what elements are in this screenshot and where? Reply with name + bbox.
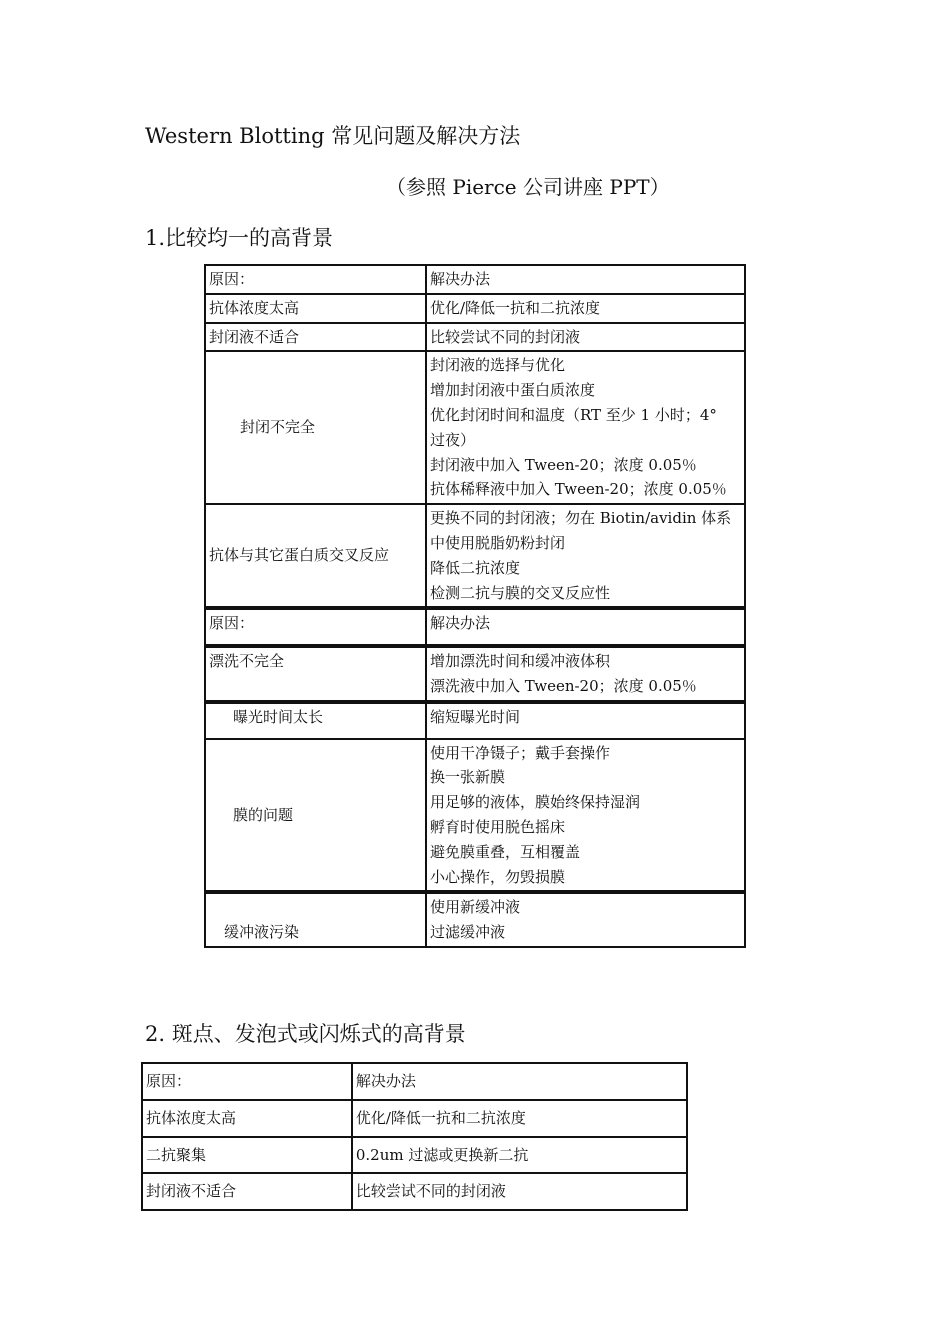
table-row xyxy=(205,608,745,646)
cause-cell: 原因： xyxy=(205,608,426,646)
table-row xyxy=(142,1173,687,1210)
solution-line: 抗体稀释液中加入 Tween-20；浓度 0.05％ xyxy=(429,480,727,499)
solution-line: 缩短曝光时间 xyxy=(429,707,520,726)
table-row xyxy=(205,265,745,294)
solution-line: 封闭液的选择与优化 xyxy=(429,356,565,375)
solution-cell xyxy=(426,892,745,947)
solution-line: 小心操作，勿毁损膜 xyxy=(429,867,565,886)
solution-line: 用足够的液体，膜始终保持湿润 xyxy=(429,793,640,812)
solution-line: 漂洗液中加入 Tween-20；浓度 0.05％ xyxy=(429,676,697,695)
solution-line: 更换不同的封闭液；勿在 Biotin/avidin 体系 xyxy=(429,509,732,528)
table-row xyxy=(205,504,745,608)
solution-line: 过滤缓冲液 xyxy=(429,923,505,942)
table-row xyxy=(205,351,745,504)
cause-cell: 抗体与其它蛋白质交叉反应 xyxy=(205,504,426,608)
cause-cell: 原因： xyxy=(205,265,426,294)
solution-line: 避免膜重叠，互相覆盖 xyxy=(429,842,580,861)
cause-cell: 二抗聚集 xyxy=(142,1137,352,1174)
cause-cell: 曝光时间太长 xyxy=(205,702,426,739)
section1-table xyxy=(204,264,746,948)
cause-cell: 缓冲液污染 xyxy=(205,892,426,947)
solution-cell xyxy=(426,504,745,608)
solution-line: 优化/降低一抗和二抗浓度 xyxy=(429,298,601,317)
solution-line: 检测二抗与膜的交叉反应性 xyxy=(429,583,610,602)
table-row xyxy=(205,739,745,893)
table-row xyxy=(205,702,745,739)
cause-cell: 漂洗不完全 xyxy=(205,646,426,702)
solution-cell: 优化/降低一抗和二抗浓度 xyxy=(352,1100,687,1137)
section2-heading: 2. 斑点、发泡式或闪烁式的高背景 xyxy=(145,1022,466,1046)
solution-cell xyxy=(426,646,745,702)
solution-line: 封闭液中加入 Tween-20；浓度 0.05％ xyxy=(429,455,697,474)
solution-line: 换一张新膜 xyxy=(429,768,505,787)
table-row xyxy=(142,1100,687,1137)
cause-cell: 抗体浓度太高 xyxy=(142,1100,352,1137)
table-row xyxy=(205,892,745,947)
solution-cell xyxy=(426,323,745,352)
solution-line: 降低二抗浓度 xyxy=(429,558,520,577)
section2-table xyxy=(141,1062,688,1211)
solution-line: 过夜） xyxy=(429,430,475,449)
cause-cell: 原因： xyxy=(142,1063,352,1100)
solution-cell: 0.2um 过滤或更换新二抗 xyxy=(352,1137,687,1174)
table-row xyxy=(205,646,745,702)
solution-line: 优化封闭时间和温度（RT 至少 1 小时；4° xyxy=(429,405,717,424)
cause-cell: 抗体浓度太高 xyxy=(205,294,426,323)
section1-heading: 1.比较均一的高背景 xyxy=(145,226,334,250)
solution-cell xyxy=(426,739,745,893)
solution-cell: 解决办法 xyxy=(352,1063,687,1100)
cause-cell: 封闭不完全 xyxy=(205,351,426,504)
solution-line: 比较尝试不同的封闭液 xyxy=(429,327,580,346)
solution-line: 增加漂洗时间和缓冲液体积 xyxy=(429,652,610,671)
solution-line: 中使用脱脂奶粉封闭 xyxy=(429,533,565,552)
solution-line: 解决办法 xyxy=(429,270,490,288)
document-title: Western Blotting 常见问题及解决方法 xyxy=(145,124,521,148)
solution-cell xyxy=(426,702,745,739)
cause-cell: 封闭液不适合 xyxy=(205,323,426,352)
solution-cell: 比较尝试不同的封闭液 xyxy=(352,1173,687,1210)
table-row xyxy=(205,323,745,352)
solution-line: 使用新缓冲液 xyxy=(429,898,520,917)
cause-cell: 膜的问题 xyxy=(205,739,426,893)
solution-cell xyxy=(426,294,745,323)
table-row xyxy=(205,294,745,323)
solution-line: 使用干净镊子；戴手套操作 xyxy=(429,743,610,762)
solution-line: 增加封闭液中蛋白质浓度 xyxy=(429,381,595,400)
cause-cell: 封闭液不适合 xyxy=(142,1173,352,1210)
solution-line: 解决办法 xyxy=(429,614,490,633)
solution-line: 孵育时使用脱色摇床 xyxy=(429,817,565,836)
solution-cell xyxy=(426,265,745,294)
solution-cell xyxy=(426,351,745,504)
table-row xyxy=(142,1137,687,1174)
document-subtitle: （参照 Pierce 公司讲座 PPT） xyxy=(386,175,670,199)
table-row xyxy=(142,1063,687,1100)
solution-cell xyxy=(426,608,745,646)
